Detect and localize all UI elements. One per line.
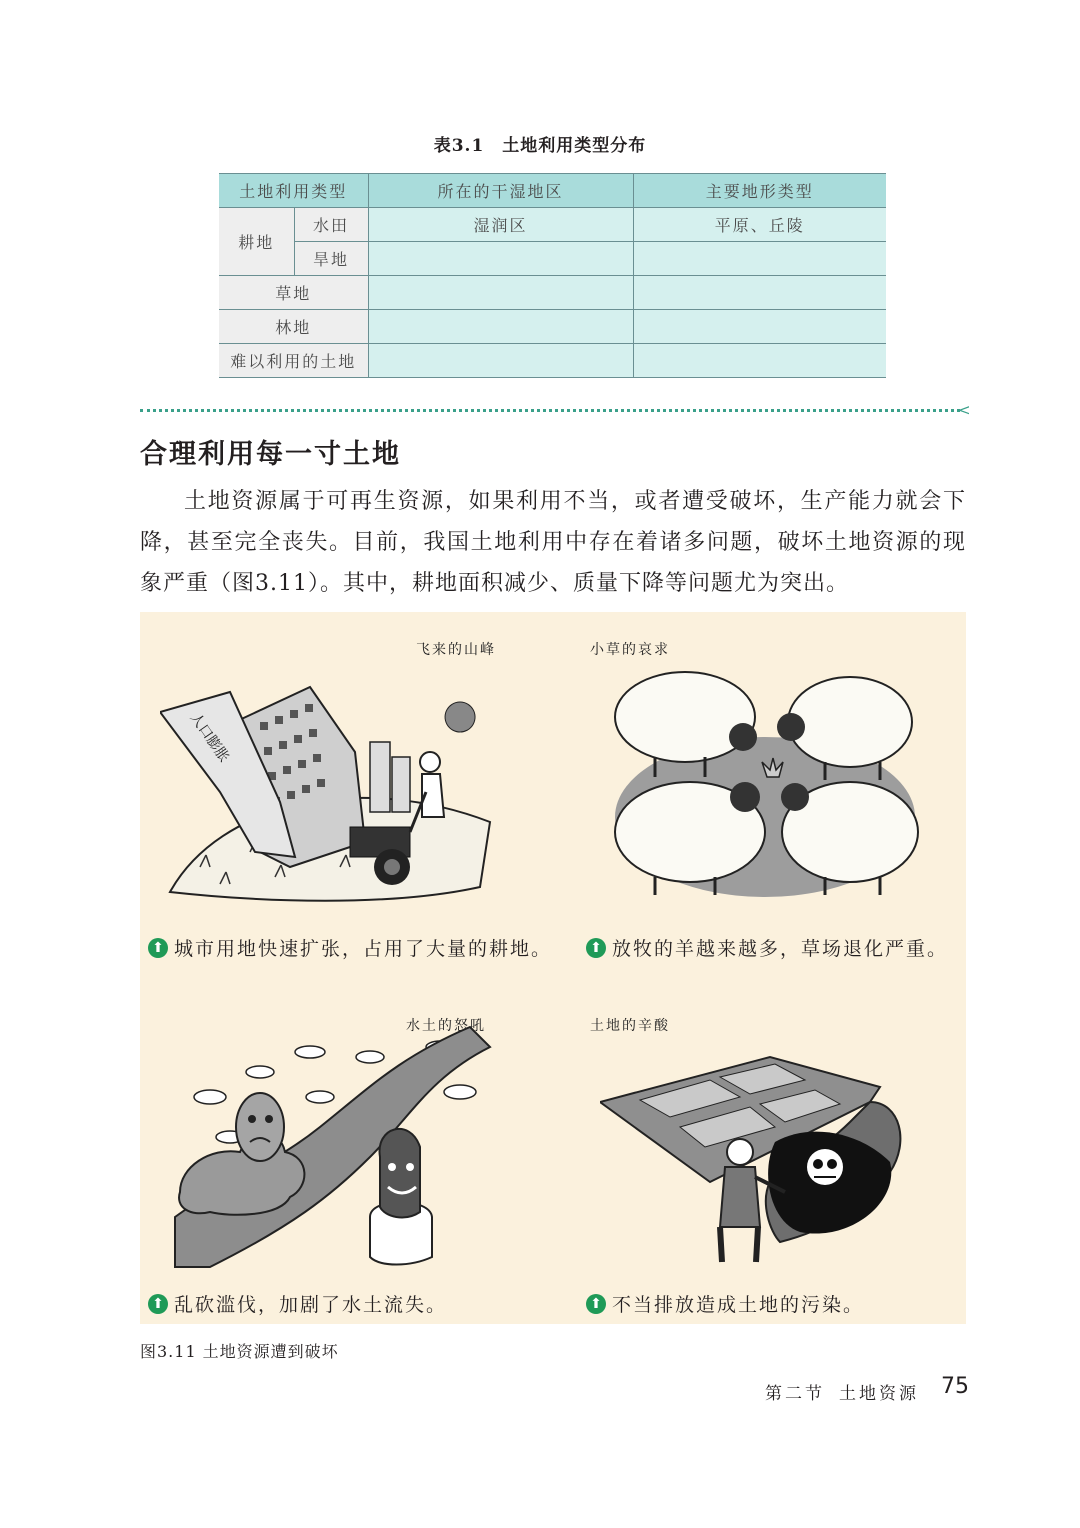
city-expansion-cartoon: [160, 652, 500, 902]
up-arrow-circle-icon: ⬆: [586, 938, 606, 958]
dotted-divider: [140, 409, 960, 412]
region-cell: [368, 310, 633, 344]
header-cell-terrain: 主要地形类型: [633, 174, 886, 208]
table-row: [219, 310, 886, 344]
running-footer: [765, 1379, 919, 1404]
table-caption-number: 表3.1: [433, 136, 485, 156]
row-label: 水田: [294, 208, 368, 242]
divider-arrow-icon: <: [958, 401, 971, 419]
table-row: [219, 208, 886, 242]
population-sign: 人口膨胀: [186, 710, 232, 766]
footer-section-name: 土地资源: [839, 1384, 919, 1404]
region-cell: [368, 344, 633, 378]
region-cell: [368, 276, 633, 310]
deforestation-cartoon: [170, 1017, 500, 1277]
section-heading: 合理利用每一寸土地: [140, 439, 401, 470]
table-header-row: [219, 174, 886, 208]
caption-text: 城市用地快速扩张，占用了大量的耕地。: [174, 938, 553, 960]
table-row: [219, 276, 886, 310]
page-number: 75: [941, 1374, 969, 1399]
row-group-label: 耕地: [219, 208, 294, 276]
cartoon-caption-4: [586, 1290, 864, 1317]
caption-text: 放牧的羊越来越多，草场退化严重。: [612, 938, 949, 960]
land-use-table: [219, 173, 886, 378]
figure-panel: [140, 612, 966, 1324]
terrain-cell: [633, 344, 886, 378]
body-paragraph: 土地资源属于可再生资源，如果利用不当，或者遭受破坏，生产能力就会下降，甚至完全丧失。目前，我国土地利用中存在着诸多问题，破坏土地资源的现象严重（图3.11）。其中，耕地面积减少、质量下降等问题尤为突出。: [140, 489, 966, 596]
terrain-cell: [633, 276, 886, 310]
figure-caption-number: 图3.11: [140, 1342, 197, 1361]
region-cell: [368, 242, 633, 276]
table-caption-title: 土地利用类型分布: [502, 136, 647, 156]
region-cell: 湿润区: [368, 208, 633, 242]
row-label: 草地: [219, 276, 368, 310]
figure-caption-title: 土地资源遭到破坏: [202, 1342, 339, 1361]
cartoon-title-3: 水土的怒吼: [406, 1018, 486, 1034]
cartoon-caption-1: [148, 934, 552, 961]
table-row: [219, 344, 886, 378]
row-label: 旱地: [294, 242, 368, 276]
caption-text: 不当排放造成土地的污染。: [612, 1294, 865, 1316]
row-label: 林地: [219, 310, 368, 344]
cartoon-caption-3: [148, 1290, 447, 1317]
up-arrow-circle-icon: ⬆: [148, 1294, 168, 1314]
cartoon-title-2: 小草的哀求: [590, 642, 670, 658]
row-label: 难以利用的土地: [219, 344, 368, 378]
cartoon-title-1: 飞来的山峰: [416, 642, 496, 658]
up-arrow-circle-icon: ⬆: [148, 938, 168, 958]
cartoon-caption-2: [586, 934, 948, 961]
terrain-cell: [633, 310, 886, 344]
table-row: [219, 242, 886, 276]
table-caption: [0, 131, 1080, 156]
up-arrow-circle-icon: ⬆: [586, 1294, 606, 1314]
sheep-grazing-cartoon: [595, 657, 935, 907]
terrain-cell: [633, 242, 886, 276]
footer-section-number: 第二节: [765, 1384, 825, 1404]
cartoon-title-4: 土地的辛酸: [590, 1018, 670, 1034]
pollution-cartoon: [600, 1042, 920, 1272]
header-cell-region: 所在的干湿地区: [368, 174, 633, 208]
caption-text: 乱砍滥伐，加剧了水土流失。: [174, 1294, 448, 1316]
terrain-cell: 平原、丘陵: [633, 208, 886, 242]
header-cell-type: 土地利用类型: [219, 174, 368, 208]
figure-caption: [140, 1339, 339, 1362]
